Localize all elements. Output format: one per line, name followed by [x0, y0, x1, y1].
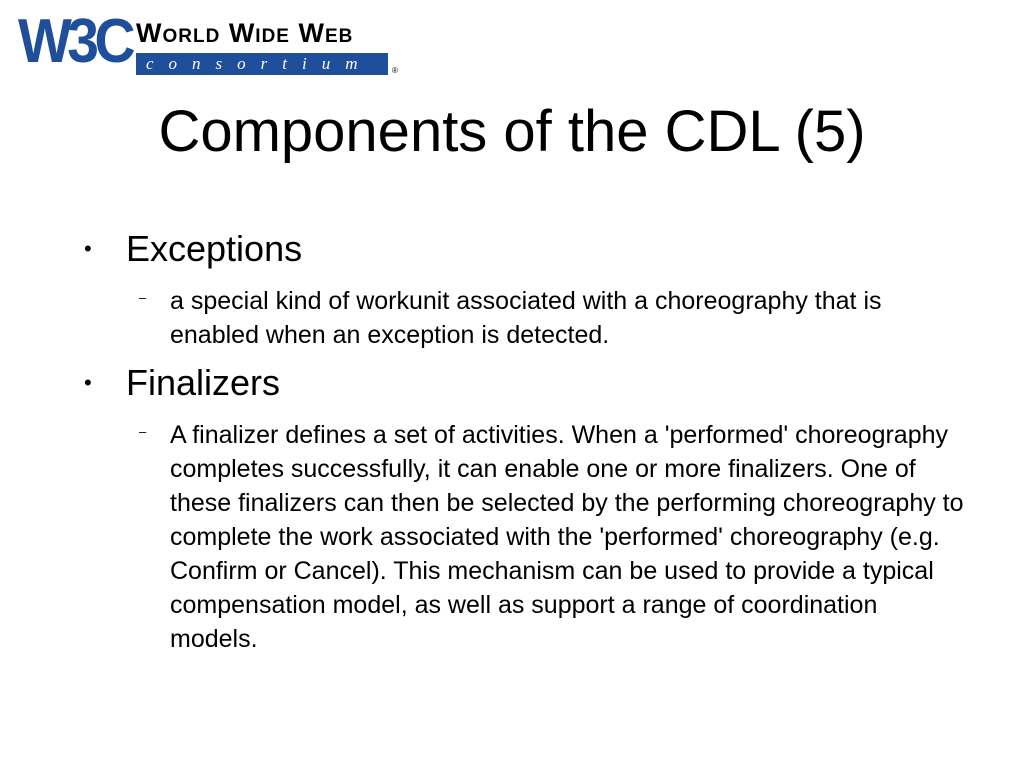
- bullet-heading: Finalizers: [126, 362, 281, 403]
- bullet-icon: •: [84, 370, 92, 395]
- w3c-logo: [18, 7, 398, 76]
- slide-body: [84, 226, 964, 664]
- logo-name: World Wide Web: [136, 18, 354, 48]
- bullet-icon: •: [84, 236, 92, 261]
- sub-item-finalizers: [139, 418, 964, 656]
- dash-icon: –: [139, 290, 147, 305]
- bullet-heading: Exceptions: [126, 228, 303, 269]
- bullet-item-exceptions: [84, 226, 964, 272]
- bullet-item-finalizers: [84, 360, 964, 406]
- sub-item-text: A finalizer defines a set of activities. When a 'performed' choreography completes successfully, it can enable one or more finalizers. One of these finalizers can then be selected by the performing choreography to complete the work associated with the 'performed' choreography (e.g. Confirm or Cancel). This mechanism can be used to provide a typical compensation model, as well as support a range of coordination models.: [170, 421, 964, 653]
- w3c-mark: W3C: [18, 7, 131, 76]
- registered-mark: ®: [392, 66, 398, 75]
- slide-title: Components of the CDL (5): [158, 99, 866, 164]
- sub-item-text: a special kind of workunit associated with a choreography that is enabled when an exception is detected.: [170, 287, 882, 349]
- logo-consortium-bar: consortium: [136, 53, 388, 75]
- sub-item-exceptions: [139, 284, 964, 352]
- dash-icon: –: [139, 424, 147, 439]
